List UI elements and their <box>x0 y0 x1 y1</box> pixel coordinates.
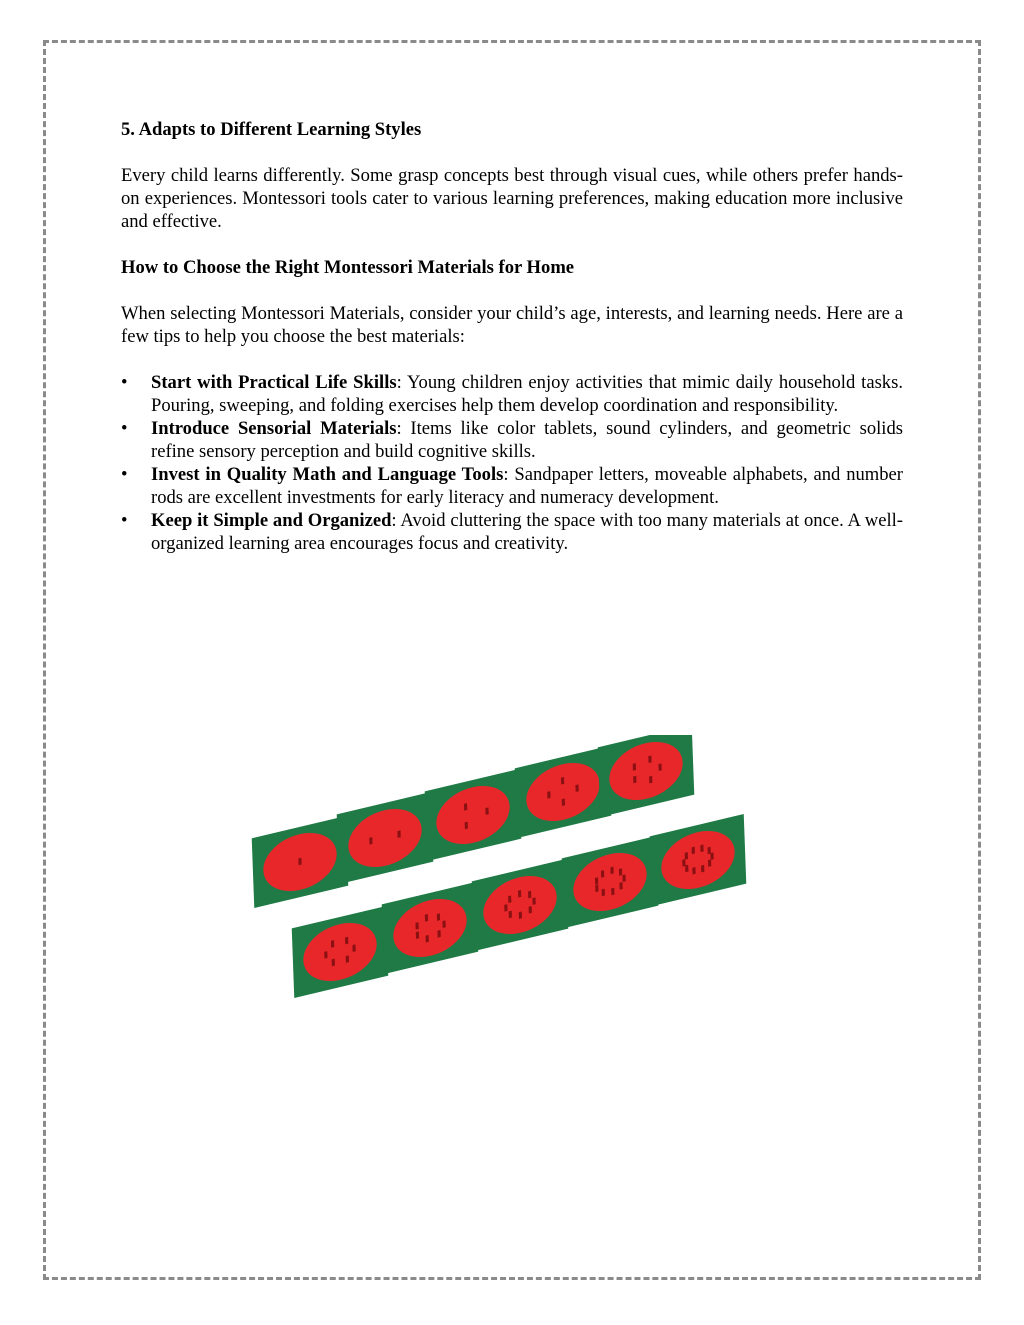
disc-knob <box>562 798 565 806</box>
disc-knob <box>610 867 613 875</box>
disc-knob <box>561 777 564 785</box>
tip-text: : Avoid cluttering the space with too many materials at once. A well-organized learning area encourages focus and creativity. <box>151 510 903 554</box>
disc-knob <box>509 911 512 919</box>
disc-knob <box>345 937 348 945</box>
disc-knob <box>595 877 598 885</box>
disc-knob <box>622 874 625 882</box>
disc-knob <box>611 888 614 896</box>
disc-knob <box>437 913 440 921</box>
tip-text: : Sandpaper letters, moveable alphabets, and number rods are excellent investments for early literacy and numeracy development. <box>151 464 903 508</box>
tip-text: : Young children enjoy activities that mimic daily household tasks. Pouring, sweeping, and folding exercises help them develop coordination and responsibility. <box>151 372 903 416</box>
disc-knob <box>701 865 704 873</box>
disc-knob <box>442 920 445 928</box>
montessori-fraction-boards-image <box>230 735 790 1005</box>
tip-title: Invest in Quality Math and Language Tools <box>151 464 504 485</box>
disc-knob <box>685 865 688 873</box>
disc-knob <box>649 776 652 784</box>
bullet-icon: • <box>121 464 128 485</box>
disc-knob <box>397 830 400 838</box>
disc-knob <box>710 852 713 860</box>
disc-knob <box>346 955 349 963</box>
disc-knob <box>425 914 428 922</box>
tips-list <box>121 371 903 555</box>
disc-knob <box>437 930 440 938</box>
disc-knob <box>528 891 531 899</box>
fraction-board <box>337 792 434 884</box>
document-body <box>121 118 903 555</box>
disc-knob <box>485 807 488 815</box>
disc-knob <box>416 931 419 939</box>
fraction-board <box>425 769 522 861</box>
disc-knob <box>426 935 429 943</box>
bullet-icon: • <box>121 418 128 439</box>
disc-knob <box>708 859 711 867</box>
disc-knob <box>708 847 711 855</box>
fraction-board <box>252 816 349 908</box>
disc-knob <box>519 911 522 919</box>
fraction-board <box>515 746 612 838</box>
disc-knob <box>504 904 507 912</box>
fraction-board <box>598 735 695 817</box>
disc-knob <box>575 784 578 792</box>
list-item <box>121 463 903 509</box>
bullet-icon: • <box>121 510 128 531</box>
tip-text: : Items like color tablets, sound cylinders, and geometric solids refine sensory perception and build cognitive skills. <box>151 418 903 462</box>
disc-knob <box>633 776 636 784</box>
disc-knob <box>324 951 327 959</box>
disc-knob <box>465 822 468 830</box>
disc-knob <box>633 763 636 771</box>
tip-title: Keep it Simple and Organized <box>151 510 392 531</box>
disc-knob <box>332 959 335 967</box>
list-item <box>121 509 903 555</box>
disc-knob <box>658 763 661 771</box>
list-item <box>121 371 903 417</box>
paragraph-learning-styles: Every child learns differently. Some grasp concepts best through visual cues, while others prefer hands-on experiences. Montessori tools cater to various learning preferences, making education more inclusive and effective. <box>121 165 903 232</box>
disc-knob <box>547 791 550 799</box>
disc-knob <box>692 847 695 855</box>
disc-knob <box>595 885 598 893</box>
paragraph-choose-intro: When selecting Montessori Materials, consider your child’s age, interests, and learning needs. Here are a few tips to help you choose the best materials: <box>121 303 903 347</box>
fraction-board <box>650 814 747 906</box>
fraction-board <box>472 859 569 951</box>
fraction-board <box>292 906 389 998</box>
section-heading-learning-styles: 5. Adapts to Different Learning Styles <box>121 119 422 140</box>
fraction-board <box>562 836 659 928</box>
disc-knob <box>648 756 651 764</box>
disc-knob <box>464 803 467 811</box>
disc-knob <box>700 845 703 853</box>
disc-knob <box>532 897 535 905</box>
tip-title: Introduce Sensorial Materials <box>151 418 397 439</box>
disc-knob <box>619 868 622 876</box>
disc-knob <box>415 922 418 930</box>
disc-knob <box>601 870 604 878</box>
disc-knob <box>508 896 511 904</box>
disc-knob <box>518 890 521 898</box>
disc-knob <box>369 837 372 845</box>
list-item <box>121 417 903 463</box>
disc-knob <box>619 882 622 890</box>
section-heading-choose-materials: How to Choose the Right Montessori Materials for Home <box>121 257 575 278</box>
disc-knob <box>298 858 301 866</box>
disc-knob <box>331 940 334 948</box>
fraction-board <box>382 882 479 974</box>
disc-knob <box>602 889 605 897</box>
disc-knob <box>682 859 685 867</box>
tip-title: Start with Practical Life Skills <box>151 372 397 393</box>
disc-knob <box>685 852 688 860</box>
disc-knob <box>529 906 532 914</box>
bullet-icon: • <box>121 372 128 393</box>
disc-knob <box>692 867 695 875</box>
disc-knob <box>352 944 355 952</box>
